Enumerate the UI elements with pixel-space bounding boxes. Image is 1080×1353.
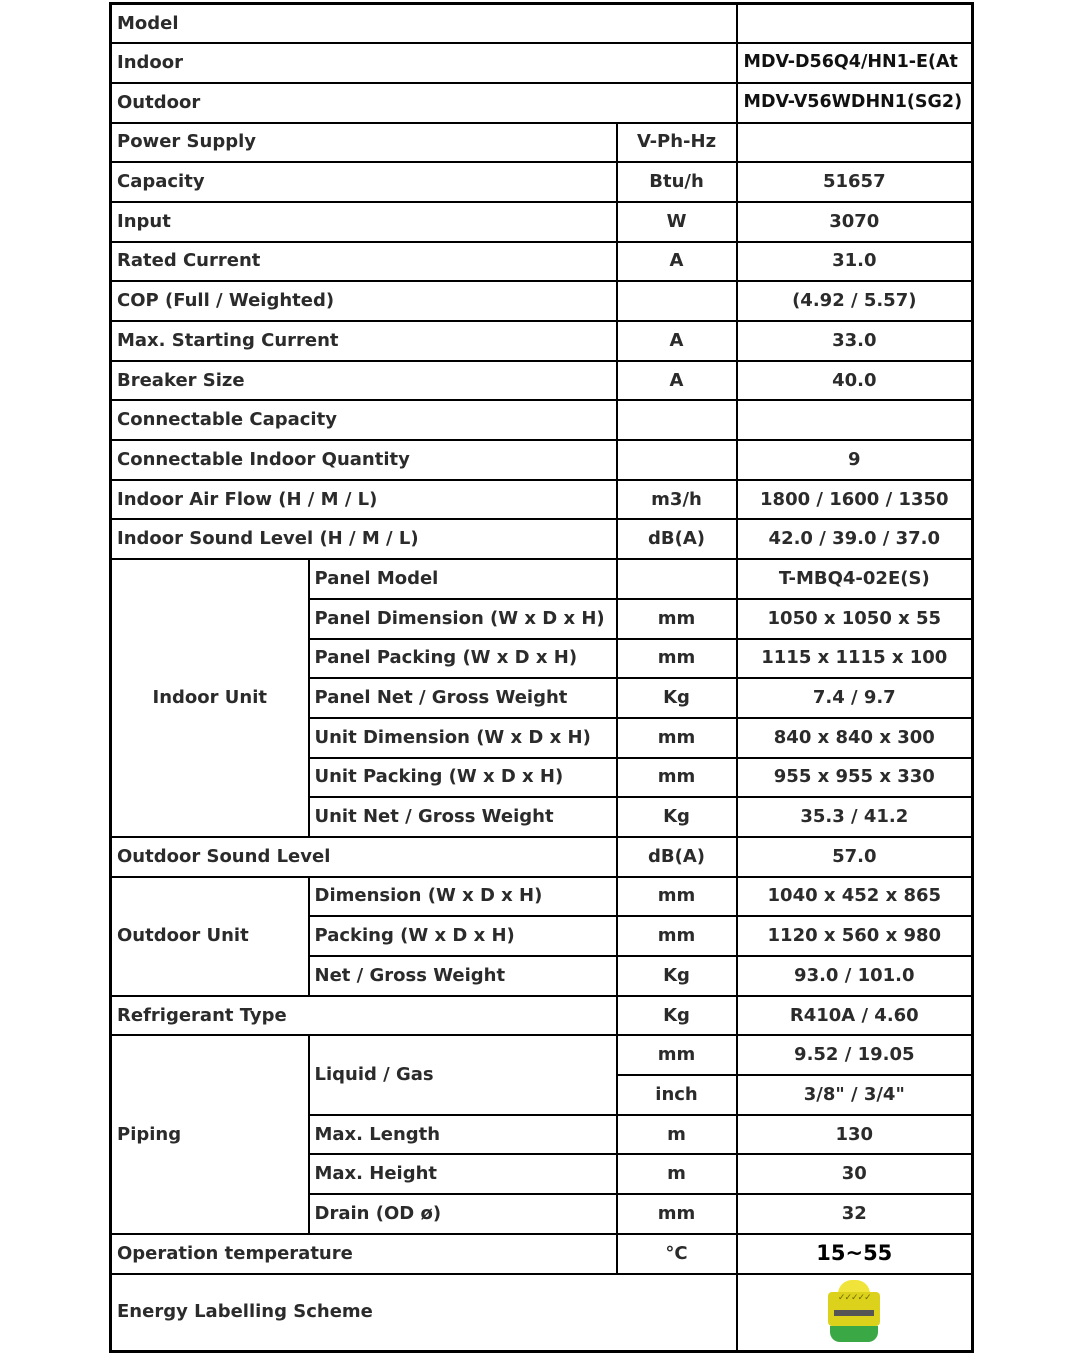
spec-label: Capacity: [111, 162, 617, 202]
spec-row: [111, 480, 973, 520]
spec-value: 840 x 840 x 300: [737, 718, 973, 758]
spec-value: 9.52 / 19.05: [737, 1035, 973, 1075]
spec-label: Max. Length: [309, 1115, 617, 1155]
spec-unit: V-Ph-Hz: [617, 123, 737, 163]
spec-value: 1800 / 1600 / 1350: [737, 480, 973, 520]
spec-value: 32: [737, 1194, 973, 1234]
spec-label: Drain (OD ø): [309, 1194, 617, 1234]
spec-row: [111, 281, 973, 321]
spec-table: [109, 2, 974, 1353]
model-label: Model: [111, 4, 737, 44]
spec-row: [111, 519, 973, 559]
spec-row: [111, 400, 973, 440]
spec-row: [111, 321, 973, 361]
spec-value: T-MBQ4-02E(S): [737, 559, 973, 599]
spec-unit: [617, 400, 737, 440]
spec-value: [737, 400, 973, 440]
energy-label-5-tick-icon: [824, 1280, 884, 1344]
model-outdoor-value: MDV-V56WDHN1(SG2): [737, 83, 973, 123]
outdoor-unit-row: [111, 877, 973, 917]
spec-row: [111, 440, 973, 480]
spec-unit: mm: [617, 916, 737, 956]
spec-label: Refrigerant Type: [111, 996, 617, 1036]
spec-label: Max. Starting Current: [111, 321, 617, 361]
model-row: [111, 4, 973, 44]
spec-unit: m: [617, 1115, 737, 1155]
spec-unit: A: [617, 321, 737, 361]
spec-unit: [617, 281, 737, 321]
outdoor-unit-group-label: Outdoor Unit: [111, 877, 309, 996]
spec-unit: mm: [617, 877, 737, 917]
spec-value: 15~55: [737, 1234, 973, 1274]
spec-unit: [617, 440, 737, 480]
spec-value: 40.0: [737, 361, 973, 401]
spec-value: 31.0: [737, 242, 973, 282]
spec-value: 3/8" / 3/4": [737, 1075, 973, 1115]
spec-value: 1120 x 560 x 980: [737, 916, 973, 956]
spec-row: [111, 162, 973, 202]
indoor-unit-row: [111, 559, 973, 599]
spec-row: [111, 242, 973, 282]
spec-value: 7.4 / 9.7: [737, 678, 973, 718]
spec-value: 51657: [737, 162, 973, 202]
spec-label: Unit Net / Gross Weight: [309, 797, 617, 837]
spec-label: Outdoor Sound Level: [111, 837, 617, 877]
spec-label: Indoor Air Flow (H / M / L): [111, 480, 617, 520]
spec-unit: dB(A): [617, 837, 737, 877]
spec-unit: mm: [617, 1194, 737, 1234]
energy-labelling-row: [111, 1274, 973, 1352]
model-value: [737, 4, 973, 44]
spec-unit: dB(A): [617, 519, 737, 559]
spec-value: 9: [737, 440, 973, 480]
spec-value: [737, 123, 973, 163]
spec-value: 1040 x 452 x 865: [737, 877, 973, 917]
spec-value: 35.3 / 41.2: [737, 797, 973, 837]
spec-unit: mm: [617, 639, 737, 679]
model-indoor-value: MDV-D56Q4/HN1-E(At: [737, 43, 973, 83]
spec-row: [111, 202, 973, 242]
refrigerant-row: [111, 996, 973, 1036]
spec-label: Dimension (W x D x H): [309, 877, 617, 917]
spec-label: Panel Packing (W x D x H): [309, 639, 617, 679]
spec-unit: m: [617, 1154, 737, 1194]
spec-unit: Kg: [617, 956, 737, 996]
spec-unit: inch: [617, 1075, 737, 1115]
spec-label: Max. Height: [309, 1154, 617, 1194]
spec-value: 42.0 / 39.0 / 37.0: [737, 519, 973, 559]
spec-unit: Kg: [617, 678, 737, 718]
spec-unit: mm: [617, 599, 737, 639]
energy-label-stars: ✓✓✓✓✓: [837, 1293, 871, 1304]
spec-unit: mm: [617, 1035, 737, 1075]
spec-unit: Kg: [617, 996, 737, 1036]
piping-row: [111, 1035, 973, 1075]
spec-label: Unit Dimension (W x D x H): [309, 718, 617, 758]
spec-label: Power Supply: [111, 123, 617, 163]
spec-label: Input: [111, 202, 617, 242]
spec-label: Unit Packing (W x D x H): [309, 758, 617, 798]
spec-label: Panel Model: [309, 559, 617, 599]
spec-unit: [617, 559, 737, 599]
model-outdoor-row: [111, 83, 973, 123]
spec-value: 93.0 / 101.0: [737, 956, 973, 996]
spec-label: Indoor Sound Level (H / M / L): [111, 519, 617, 559]
spec-label: Connectable Capacity: [111, 400, 617, 440]
spec-unit: Kg: [617, 797, 737, 837]
spec-value: (4.92 / 5.57): [737, 281, 973, 321]
spec-label: Operation temperature: [111, 1234, 617, 1274]
spec-unit: mm: [617, 758, 737, 798]
spec-unit: A: [617, 361, 737, 401]
spec-value: 33.0: [737, 321, 973, 361]
outdoor-sound-row: [111, 837, 973, 877]
spec-label: Energy Labelling Scheme: [111, 1274, 737, 1352]
spec-label: Panel Dimension (W x D x H): [309, 599, 617, 639]
energy-label-cell: [737, 1274, 973, 1352]
spec-unit: m3/h: [617, 480, 737, 520]
spec-row: [111, 123, 973, 163]
spec-label: Connectable Indoor Quantity: [111, 440, 617, 480]
spec-value: 1115 x 1115 x 100: [737, 639, 973, 679]
spec-value: 1050 x 1050 x 55: [737, 599, 973, 639]
spec-unit: W: [617, 202, 737, 242]
spec-value: 955 x 955 x 330: [737, 758, 973, 798]
spec-label: Breaker Size: [111, 361, 617, 401]
spec-unit: A: [617, 242, 737, 282]
spec-unit: °C: [617, 1234, 737, 1274]
model-indoor-row: [111, 43, 973, 83]
spec-label: Panel Net / Gross Weight: [309, 678, 617, 718]
model-outdoor-label: Outdoor: [111, 83, 737, 123]
spec-value: 130: [737, 1115, 973, 1155]
model-indoor-label: Indoor: [111, 43, 737, 83]
spec-value: 57.0: [737, 837, 973, 877]
spec-label: Packing (W x D x H): [309, 916, 617, 956]
spec-label: Rated Current: [111, 242, 617, 282]
spec-row: [111, 361, 973, 401]
indoor-unit-group-label: Indoor Unit: [111, 559, 309, 837]
spec-value: 30: [737, 1154, 973, 1194]
liquid-gas-label: Liquid / Gas: [309, 1035, 617, 1114]
spec-value: R410A / 4.60: [737, 996, 973, 1036]
spec-unit: mm: [617, 718, 737, 758]
piping-group-label: Piping: [111, 1035, 309, 1233]
spec-unit: Btu/h: [617, 162, 737, 202]
spec-label: Net / Gross Weight: [309, 956, 617, 996]
spec-label: COP (Full / Weighted): [111, 281, 617, 321]
operation-temperature-row: [111, 1234, 973, 1274]
spec-value: 3070: [737, 202, 973, 242]
